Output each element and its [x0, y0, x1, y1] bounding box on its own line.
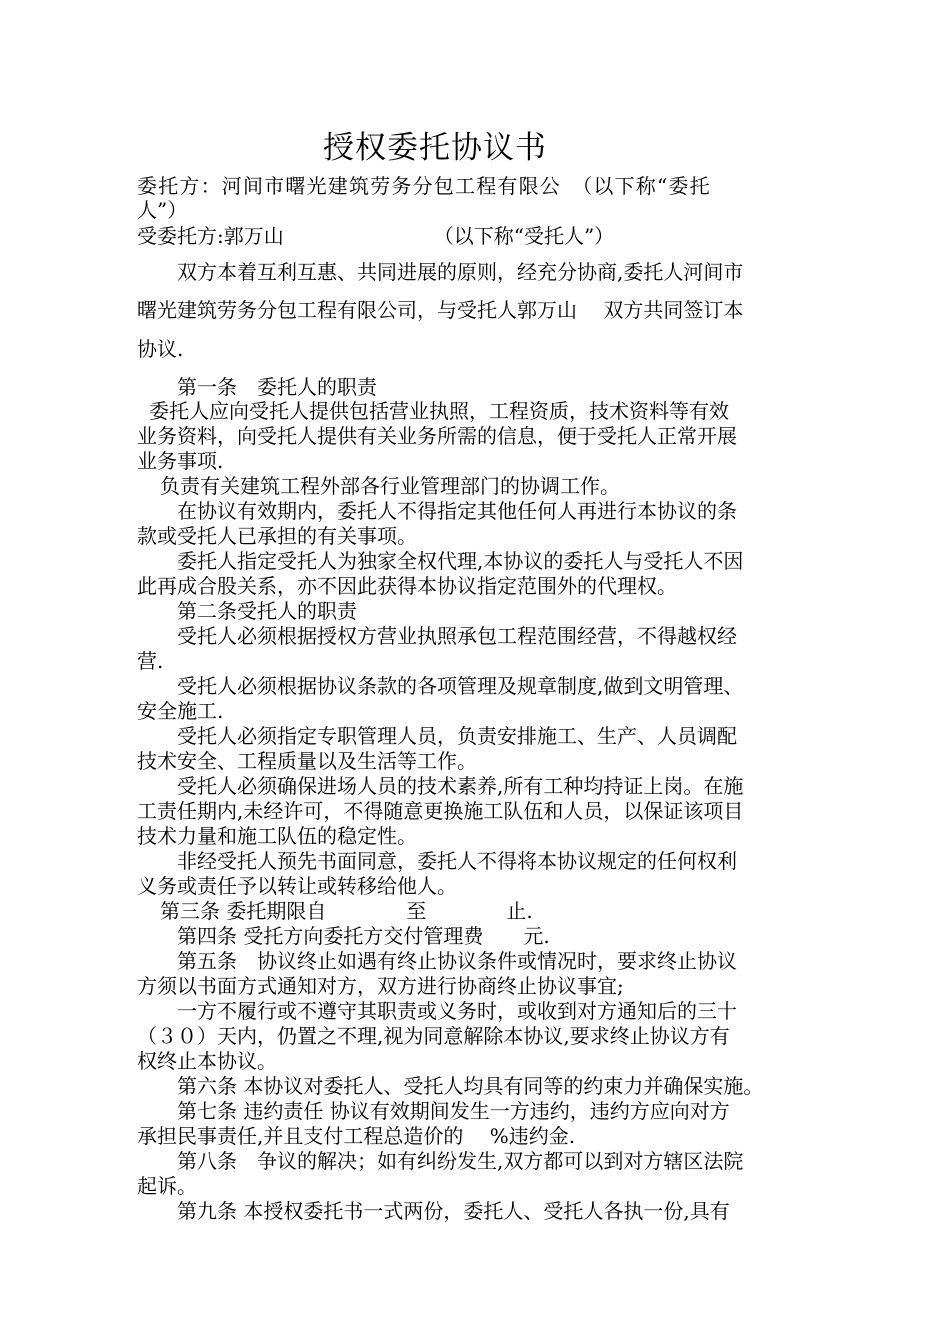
article-2-line-7: 受托人必须确保进场人员的技术素养,所有工种均持证上岗。在施: [137, 774, 744, 798]
article-1-line-8: 此再成合股关系，亦不因此获得本协议指定范围外的代理权。: [137, 574, 677, 598]
article-8-line-2: 起诉。: [137, 1174, 197, 1198]
article-1-line-3: 业务事项.: [137, 449, 224, 473]
article-2-heading: 第二条受托人的职责: [137, 599, 357, 623]
article-1-line-5: 在协议有效期内，委托人不得指定其他任何人再进行本协议的条: [137, 499, 737, 523]
party-client-line-2: 人”）: [137, 198, 188, 222]
article-2-line-1: 受托人必须根据授权方营业执照承包工程范围经营，不得越权经: [137, 624, 737, 648]
preamble-line-3: 协议.: [137, 337, 184, 361]
article-2-line-11: 义务或责任予以转让或转移给他人。: [137, 874, 457, 898]
party-agent-line: 受委托方:郭万山 （以下称“受托人”）: [137, 224, 615, 248]
article-2-line-2: 营.: [137, 649, 164, 673]
article-1-line-7: 委托人指定受托人为独家全权代理,本协议的委托人与受托人不因: [137, 549, 744, 573]
article-2-line-3: 受托人必须根据协议条款的各项管理及规章制度,做到文明管理、: [137, 674, 744, 698]
article-2-line-6: 技术安全、工程质量以及生活等工作。: [137, 749, 477, 773]
article-1-heading: 第一条 委托人的职责: [137, 375, 377, 399]
article-3-line: 第三条 委托期限自 至 止.: [160, 899, 533, 923]
article-1-line-4: 负责有关建筑工程外部各行业管理部门的协调工作。: [160, 474, 620, 498]
article-2-line-10: 非经受托人预先书面同意，委托人不得将本协议规定的任何权利: [137, 849, 737, 873]
article-5-line-2: 方须以书面方式通知对方，双方进行协商终止协议事宜;: [137, 974, 624, 998]
article-9-line-1: 第九条 本授权委托书一式两份，委托人、受托人各执一份,具有: [137, 1199, 730, 1223]
article-2-line-8: 工责任期内,未经许可，不得随意更换施工队伍和人员，以保证该项目: [137, 799, 744, 823]
preamble-line-1: 双方本着互利互惠、共同进展的原则，经充分协商,委托人河间市: [137, 260, 744, 284]
article-1-line-1: 委托人应向受托人提供包括营业执照，工程资质，技术资料等有效: [149, 399, 729, 423]
article-7-line-2: 承担民事责任,并且支付工程总造价的 %违约金.: [137, 1124, 576, 1148]
article-1-line-6: 款或受托人已承担的有关事项。: [137, 524, 417, 548]
article-5-line-4: （３０）天内，仍置之不理,视为同意解除本协议,要求终止协议方有: [137, 1024, 730, 1048]
article-5-line-1: 第五条 协议终止如遇有终止协议条件或情况时，要求终止协议: [137, 949, 737, 973]
document-title: 授权委托协议书: [323, 130, 547, 166]
article-5-line-5: 权终止本协议。: [137, 1049, 277, 1073]
article-4-line: 第四条 受托方向委托方交付管理费 元.: [137, 924, 550, 948]
preamble-line-2: 曙光建筑劳务分包工程有限公司，与受托人郭万山 双方共同签订本: [137, 298, 744, 322]
article-8-line-1: 第八条 争议的解决；如有纠纷发生,双方都可以到对方辖区法院: [137, 1149, 744, 1173]
party-client-line-1: 委托方：河间市曙光建筑劳务分包工程有限公 （以下称“委托: [137, 174, 711, 198]
article-2-line-4: 安全施工.: [137, 699, 224, 723]
article-6-line: 第六条 本协议对委托人、受托人均具有同等的约束力并确保实施。: [137, 1074, 764, 1098]
article-1-line-2: 业务资料，向受托人提供有关业务所需的信息，便于受托人正常开展: [137, 424, 737, 448]
article-2-line-5: 受托人必须指定专职管理人员，负责安排施工、生产、人员调配: [137, 724, 737, 748]
article-2-line-9: 技术力量和施工队伍的稳定性。: [137, 824, 417, 848]
article-5-line-3: 一方不履行或不遵守其职责或义务时，或收到对方通知后的三十: [137, 999, 737, 1023]
article-7-line-1: 第七条 违约责任 协议有效期间发生一方违约，违约方应向对方: [137, 1099, 730, 1123]
